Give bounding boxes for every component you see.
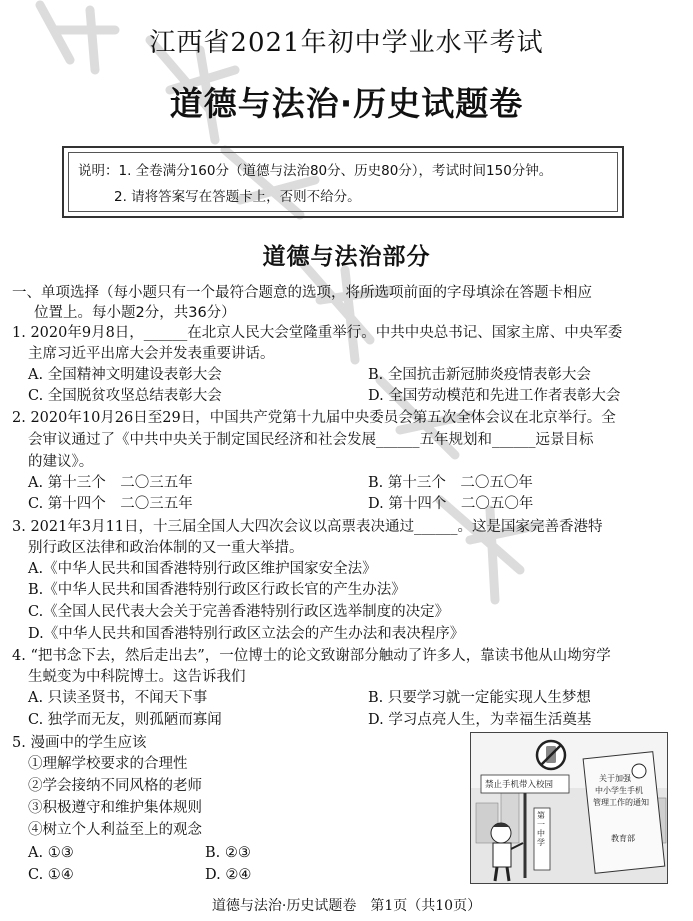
cartoon-illustration	[470, 732, 668, 884]
q4-option-c: C. 独学而无友，则孤陋而寡闻	[28, 712, 222, 728]
q5-stem: 5. 漫画中的学生应该	[12, 735, 147, 751]
cartoon-drawing	[471, 733, 667, 883]
q3-option-b: B.《中华人民共和国香港特别行政区行政长官的产生办法》	[28, 582, 406, 598]
q1-stem-cont: 主席习近平出席大会并发表重要讲话。	[28, 346, 275, 362]
q4-option-b: B. 只要学习就一定能实现人生梦想	[368, 690, 591, 706]
q1-option-c: C. 全国脱贫攻坚总结表彰大会	[28, 388, 222, 404]
q2-stem-cont: 会审议通过了《中共中央关于制定国民经济和社会发展______五年规划和______远景目标	[28, 432, 594, 448]
q1-option-b: B. 全国抗击新冠肺炎疫情表彰大会	[368, 367, 591, 383]
subject-title: 道德与法治·历史试题卷	[169, 84, 524, 123]
q3-stem-cont: 别行政区法律和政治体制的又一重大举措。	[28, 540, 304, 556]
instruction-line-1: 说明：1. 全卷满分160分（道德与法治80分、历史80分），考试时间150分钟。	[78, 163, 553, 179]
q4-option-d: D. 学习点亮人生，为幸福生活奠基	[368, 712, 592, 728]
cartoon-board-line-2: 中小学生手机	[595, 786, 643, 795]
q3-option-c: C.《全国人民代表大会关于完善香港特别行政区选举制度的决定》	[28, 604, 450, 620]
cartoon-board-line-3: 管理工作的通知	[593, 798, 649, 807]
q5-statement-1: ①理解学校要求的合理性	[28, 756, 188, 772]
instruction-line-2: 2. 请将答案写在答题卡上，否则不给分。	[114, 189, 361, 205]
q5-statement-2: ②学会接纳不同风格的老师	[28, 778, 202, 794]
q2-option-d: D. 第十四个 二〇五〇年	[368, 496, 534, 512]
q5-option-c: C. ①④	[28, 867, 74, 883]
q2-stem-end: 的建议》。	[28, 454, 94, 470]
q5-option-b: B. ②③	[205, 845, 251, 861]
page-footer: 道德与法治·历史试题卷 第1页（共10页）	[211, 898, 482, 914]
cartoon-board-sender: 教育部	[611, 834, 635, 843]
q3-option-d: D.《中华人民共和国香港特别行政区立法会的产生办法和表决程序》	[28, 626, 465, 642]
q2-stem: 2. 2020年10月26日至29日，中国共产党第十九届中央委员会第五次全体会议在北京举行。全	[12, 410, 616, 426]
q3-stem: 3. 2021年3月11日，十三届全国人大四次会议以高票表决通过______。这是国家完善香港特	[12, 519, 603, 535]
q1-option-a: A. 全国精神文明建设表彰大会	[28, 367, 222, 383]
q2-option-a: A. 第十三个 二〇三五年	[28, 475, 193, 491]
cartoon-pole-text: 第一中学	[537, 811, 545, 847]
q5-statement-3: ③积极遵守和维护集体规则	[28, 800, 202, 816]
q3-option-a: A.《中华人民共和国香港特别行政区维护国家安全法》	[28, 561, 377, 577]
q5-option-a: A. ①③	[28, 845, 74, 861]
q4-stem: 4. “把书念下去，然后走出去”，一位博士的论文致谢部分触动了许多人，靠读书他从山坳穷学	[12, 648, 611, 664]
q4-option-a: A. 只读圣贤书，不闻天下事	[28, 690, 208, 706]
cartoon-board-line-1: 关于加强	[599, 774, 631, 783]
q5-statement-4: ④树立个人利益至上的观念	[28, 822, 202, 838]
part-heading-cont: 位置上。每小题2分，共36分）	[34, 305, 236, 321]
q1-stem: 1. 2020年9月8日，______在北京人民大会堂隆重举行。中共中央总书记、国家主席、中央军委	[12, 325, 623, 341]
cartoon-sign-text: 禁止手机带入校园	[485, 780, 554, 790]
q1-option-d: D. 全国劳动模范和先进工作者表彰大会	[368, 388, 621, 404]
q2-option-b: B. 第十三个 二〇五〇年	[368, 475, 533, 491]
q4-stem-cont: 生蜕变为中科院博士。这告诉我们	[28, 669, 246, 685]
section-title: 道德与法治部分	[262, 244, 431, 270]
part-heading: 一、单项选择（每小题只有一个最符合题意的选项，将所选项前面的字母填涂在答题卡相应	[12, 285, 592, 301]
q2-option-c: C. 第十四个 二〇三五年	[28, 496, 193, 512]
q5-option-d: D. ②④	[205, 867, 252, 883]
exam-title: 江西省2021年初中学业水平考试	[149, 28, 544, 58]
instructions-box	[62, 146, 624, 218]
